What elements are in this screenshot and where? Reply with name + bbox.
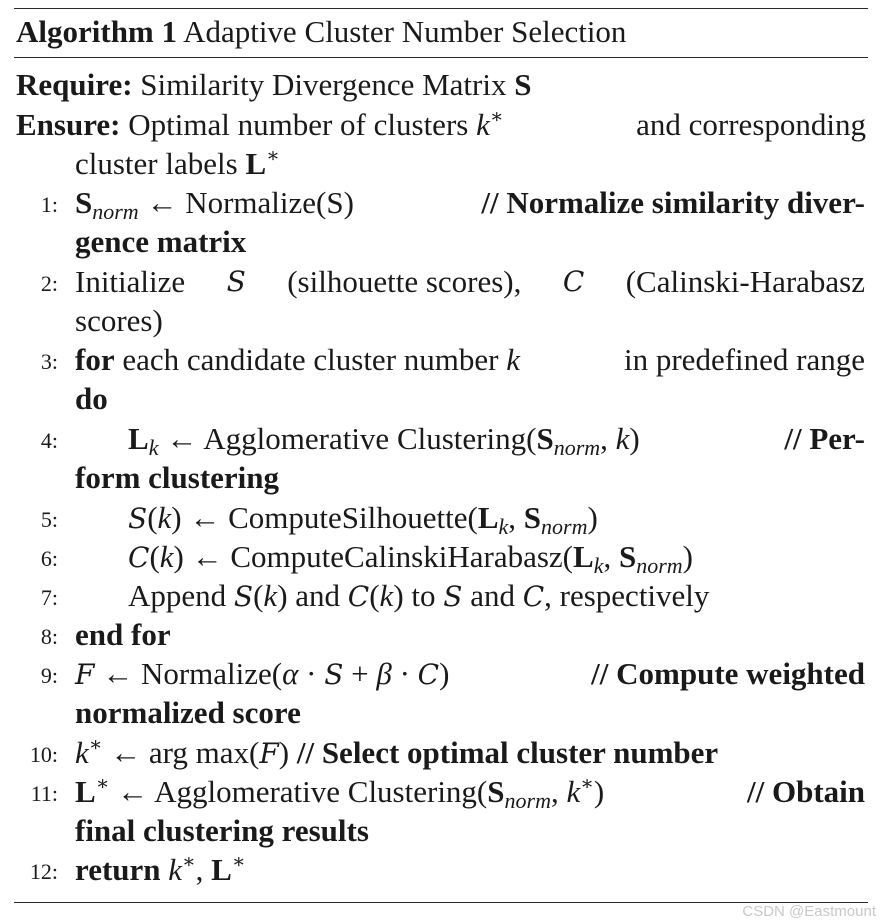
step-11: L∗ ← Agglomerative Clustering(Snorm, k∗) // Obtain [75, 773, 865, 813]
step-4: Lk ← Agglomerative Clustering(Snorm, k) // Per- [128, 421, 865, 460]
for-keyword: for [75, 342, 115, 377]
step-1: Snorm ← Normalize(S) // Normalize similarity diver- [75, 185, 865, 224]
line-number: 12: [29, 859, 58, 884]
step-8 [75, 616, 171, 654]
step-1-comment-2: gence matrix [75, 224, 247, 259]
ensure-line: Ensure: Optimal number of clusters k∗ and corresponding [16, 106, 866, 148]
step-10: k∗ ← arg max(F) // Select optimal cluster number [75, 734, 719, 770]
step-6-func: ComputeCalinskiHarabasz( [230, 539, 573, 574]
step-7: Append S(k) and C(k) to S and C, respectively [128, 578, 710, 613]
step-7-to: to [411, 578, 436, 613]
bottom-rule [14, 902, 868, 903]
step-11-comment-2: final clustering results [75, 813, 369, 848]
line-number: 3: [40, 349, 58, 374]
step-4-func: Agglomerative Clustering( [203, 421, 537, 456]
step-7-append: Append [128, 578, 227, 613]
algorithm-label: Algorithm 1 [16, 14, 178, 49]
step-2-cont [75, 302, 163, 340]
step-9-func: Normalize( [140, 656, 283, 691]
step-9-cont [75, 694, 301, 732]
step-3-text-2: in predefined range [624, 342, 865, 377]
step-5-func: ComputeSilhouette( [228, 500, 478, 535]
watermark: CSDN @Eastmount [742, 903, 876, 920]
line-number: 2: [40, 271, 58, 296]
return-keyword: return [75, 852, 161, 887]
step-2: Initialize S (silhouette scores), C (Calinski-Harabasz [75, 264, 865, 299]
step-5: S(k) ← ComputeSilhouette(Lk, Snorm) [128, 500, 598, 539]
line-number: 4: [40, 428, 58, 453]
step-11-func: Agglomerative Clustering( [154, 774, 488, 809]
line-number: 10: [29, 742, 58, 767]
line-number: 6: [40, 546, 58, 571]
step-12: return k∗, L∗ [75, 851, 246, 887]
step-4-comment-2: form clustering [75, 460, 280, 495]
line-number: 5: [40, 507, 58, 532]
step-9-comment: // Compute weighted [591, 656, 865, 691]
step-9: F ← Normalize(α · S + β · C) // Compute weighted [75, 655, 865, 694]
ensure-text-2: and corresponding [636, 107, 866, 142]
step-4-comment: // Per- [784, 421, 865, 456]
do-keyword: do [75, 381, 108, 416]
line-number: 8: [40, 624, 58, 649]
step-2-text-1: Initialize [75, 264, 186, 299]
step-7-and-2: and [470, 578, 515, 613]
caption-rule [14, 57, 868, 58]
algorithm-caption [16, 12, 626, 52]
require-symbol: S [514, 67, 532, 102]
step-7-respectively: , respectively [544, 578, 710, 613]
step-3: for each candidate cluster number k in predefined range [75, 342, 865, 377]
end-for-keyword: end for [75, 617, 171, 652]
ensure-line-2: cluster labels L∗ [75, 145, 280, 181]
step-3-text: each candidate cluster number [122, 342, 499, 377]
line-number: 1: [40, 192, 58, 217]
require-keyword: Require: [16, 67, 133, 102]
ensure-keyword: Ensure: [16, 107, 121, 142]
step-9-comment-2: normalized score [75, 695, 301, 730]
step-2-text-4: scores) [75, 303, 163, 338]
step-1-cont [75, 223, 246, 261]
step-1-comment: // Normalize similarity diver- [481, 185, 865, 220]
algorithm-title: Adaptive Cluster Number Selection [183, 14, 627, 49]
step-6: C(k) ← ComputeCalinskiHarabasz(Lk, Snorm) [128, 539, 693, 578]
step-4-cont [75, 459, 279, 497]
step-10-comment: // Select optimal cluster number [296, 735, 719, 770]
require-text: Similarity Divergence Matrix [140, 67, 507, 102]
step-10-func: arg max( [148, 735, 260, 770]
step-2-text-2: (silhouette scores), [287, 264, 522, 299]
step-1-func: Normalize(S) [185, 185, 354, 220]
step-3-cont [75, 380, 108, 418]
line-number: 9: [40, 663, 58, 688]
ensure-text-3: cluster labels [75, 146, 238, 181]
step-2-text-3: (Calinski-Harabasz [625, 264, 865, 299]
step-7-and-1: and [295, 578, 341, 613]
require-line [16, 66, 531, 104]
line-number: 11: [30, 781, 58, 806]
line-number: 7: [40, 585, 58, 610]
ensure-text-1: Optimal number of clusters [128, 107, 469, 142]
top-rule [14, 8, 868, 9]
step-11-cont [75, 812, 369, 850]
step-11-comment: // Obtain [746, 774, 865, 809]
